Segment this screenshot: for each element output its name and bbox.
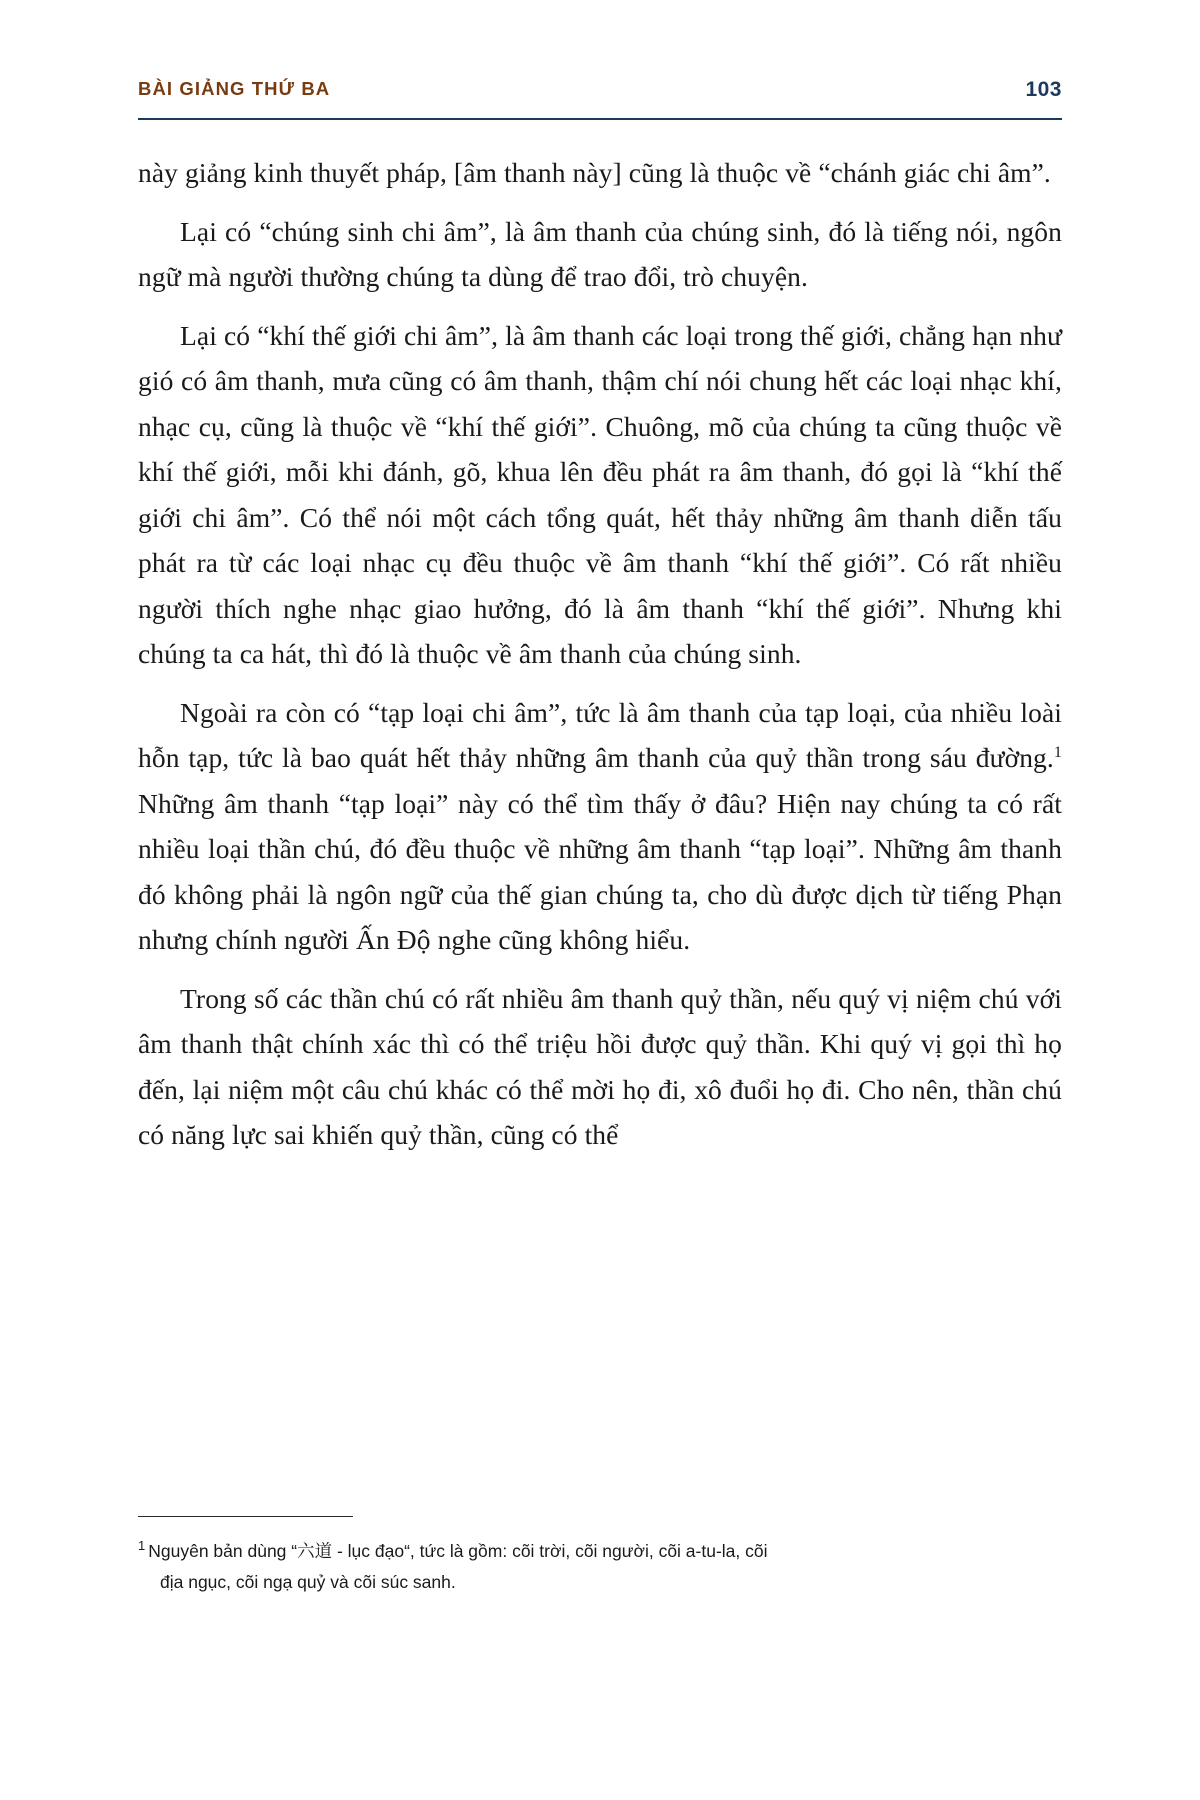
page-body <box>138 150 1062 1158</box>
page-number: 103 <box>1025 78 1062 101</box>
paragraph: Lại có “khí thế giới chi âm”, là âm thanh các loại trong thế giới, chẳng hạn như gió có âm thanh, mưa cũng có âm thanh, thậm chí nói chung hết các loại nhạc khí, nhạc cụ, cũng là thuộc về “khí thế giới”. Chuông, mõ của chúng ta cũng thuộc về khí thế giới, mỗi khi đánh, gõ, khua lên đều phát ra âm thanh, đó gọi là “khí thế giới chi âm”. Có thể nói một cách tổng quát, hết thảy những âm thanh diễn tấu phát ra từ các loại nhạc cụ đều thuộc về âm thanh “khí thế giới”. Có rất nhiều người thích nghe nhạc giao hưởng, đó là âm thanh “khí thế giới”. Nhưng khi chúng ta ca hát, thì đó là thuộc về âm thanh của chúng sinh. <box>138 319 1062 669</box>
paragraph-text-before-ref: Ngoài ra còn có “tạp loại chi âm”, tức là âm thanh của tạp loại, của nhiều loài hỗn tạp, tức là bao quát hết thảy những âm thanh của quỷ thần trong sáu đường. <box>138 696 1062 773</box>
footnote-line-2: địa ngục, cõi ngạ quỷ và cõi súc sanh. <box>160 1572 456 1592</box>
running-title: BÀI GIẢNG THỨ BA <box>138 78 331 99</box>
paragraph: Trong số các thần chú có rất nhiều âm thanh quỷ thần, nếu quý vị niệm chú với âm thanh thật chính xác thì có thể triệu hồi được quỷ thần. Khi quý vị gọi thì họ đến, lại niệm một câu chú khác có thể mời họ đi, xô đuổi họ đi. Cho nên, thần chú có năng lực sai khiến quỷ thần, cũng có thể <box>138 982 1062 1150</box>
footnote-marker: 1 <box>138 1538 146 1554</box>
page-header <box>138 78 1062 120</box>
footnote-line-1: Nguyên bản dùng “六道 - lục đạo“, tức là gồm: cõi trời, cõi người, cõi a-tu-la, cõi <box>148 1541 768 1561</box>
footnote-text <box>138 1530 1062 1598</box>
paragraph: này giảng kinh thuyết pháp, [âm thanh này] cũng là thuộc về “chánh giác chi âm”. <box>138 157 1051 188</box>
paragraph: Lại có “chúng sinh chi âm”, là âm thanh của chúng sinh, đó là tiếng nói, ngôn ngữ mà người thường chúng ta dùng để trao đổi, trò chuyện. <box>138 215 1062 292</box>
footnote-section <box>138 1516 1062 1598</box>
paragraph-with-footnote-ref <box>138 690 1062 963</box>
paragraph-text-after-ref: Những âm thanh “tạp loại” này có thể tìm thấy ở đâu? Hiện nay chúng ta có rất nhiều loại thần chú, đó đều thuộc về những âm thanh “tạp loại”. Những âm thanh đó không phải là ngôn ngữ của thế gian chúng ta, cho dù được dịch từ tiếng Phạn nhưng chính người Ấn Độ nghe cũng không hiểu. <box>138 787 1062 955</box>
footnote-divider <box>138 1516 353 1517</box>
header-divider <box>138 118 1062 120</box>
footnote-reference[interactable]: 1 <box>1053 743 1062 761</box>
